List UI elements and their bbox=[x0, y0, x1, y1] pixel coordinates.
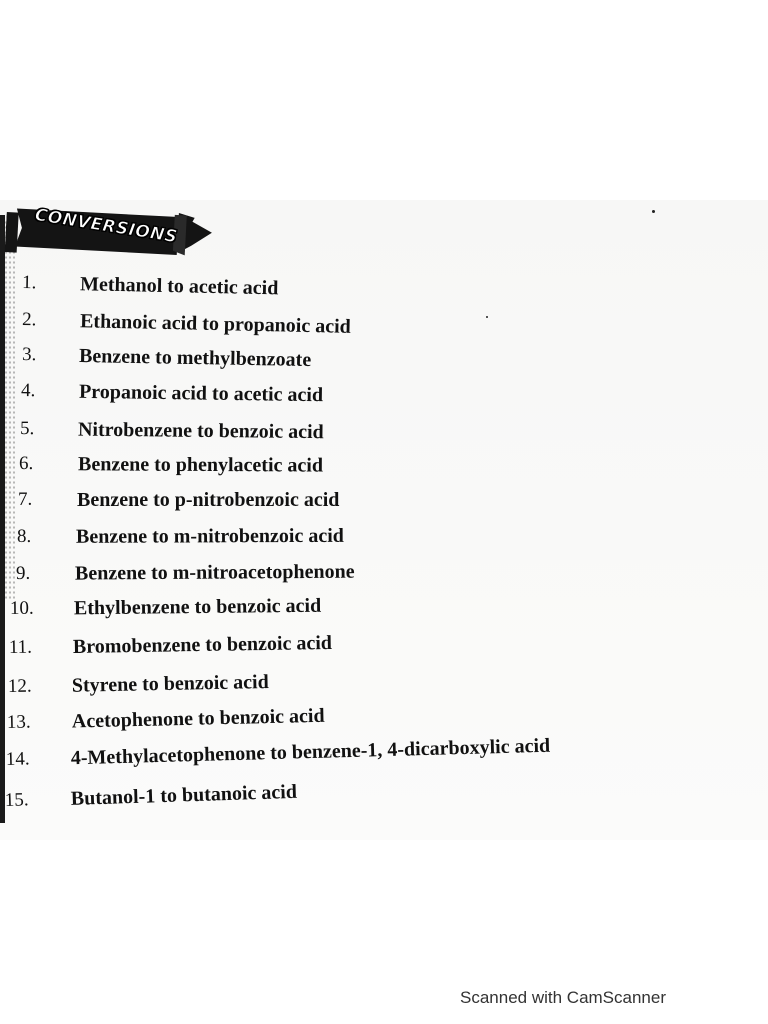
banner-title: CONVERSIONS bbox=[33, 205, 179, 248]
item-number: 7. bbox=[18, 489, 33, 510]
item-number: 8. bbox=[16, 525, 32, 547]
item-text: Nitrobenzene to benzoic acid bbox=[77, 418, 324, 444]
item-number: 15. bbox=[4, 789, 29, 811]
section-banner bbox=[5, 198, 218, 265]
item-number: 10. bbox=[9, 597, 34, 619]
item-number: 3. bbox=[21, 344, 37, 366]
item-number: 12. bbox=[7, 675, 32, 697]
item-text: Propanoic acid to acetic acid bbox=[78, 380, 324, 407]
item-text: Ethylbenzene to benzoic acid bbox=[73, 594, 322, 620]
item-text: Bromobenzene to benzoic acid bbox=[72, 631, 333, 658]
item-text: Benzene to phenylacetic acid bbox=[77, 453, 324, 477]
scan-speck bbox=[486, 316, 488, 318]
item-text: Butanol-1 to butanoic acid bbox=[70, 780, 298, 810]
item-number: 14. bbox=[5, 748, 30, 770]
item-text: Methanol to acetic acid bbox=[79, 273, 279, 300]
item-number: 6. bbox=[18, 453, 34, 475]
item-text: 4-Methylacetophenone to benzene-1, 4-dicarboxylic acid bbox=[70, 734, 551, 770]
item-text: Ethanoic acid to propanoic acid bbox=[79, 310, 352, 338]
item-number: 9. bbox=[15, 562, 31, 584]
book-spine-edge bbox=[0, 215, 5, 823]
item-text: Acetophenone to benzoic acid bbox=[71, 704, 325, 733]
item-text: Styrene to benzoic acid bbox=[71, 670, 269, 697]
item-number: 5. bbox=[19, 418, 35, 440]
item-text: Benzene to m-nitrobenzoic acid bbox=[75, 524, 344, 548]
item-number: 11. bbox=[8, 636, 33, 658]
item-number: 2. bbox=[21, 309, 37, 331]
scan-speck bbox=[652, 210, 655, 213]
item-number: 4. bbox=[20, 380, 36, 402]
camscanner-watermark: Scanned with CamScanner bbox=[460, 988, 667, 1007]
item-text: Benzene to m-nitroacetophenone bbox=[74, 560, 355, 585]
item-number: 1. bbox=[21, 272, 37, 294]
item-number: 13. bbox=[6, 711, 31, 733]
item-text: Benzene to methylbenzoate bbox=[78, 344, 312, 372]
item-text: Benzene to p-nitrobenzoic acid bbox=[77, 489, 340, 511]
